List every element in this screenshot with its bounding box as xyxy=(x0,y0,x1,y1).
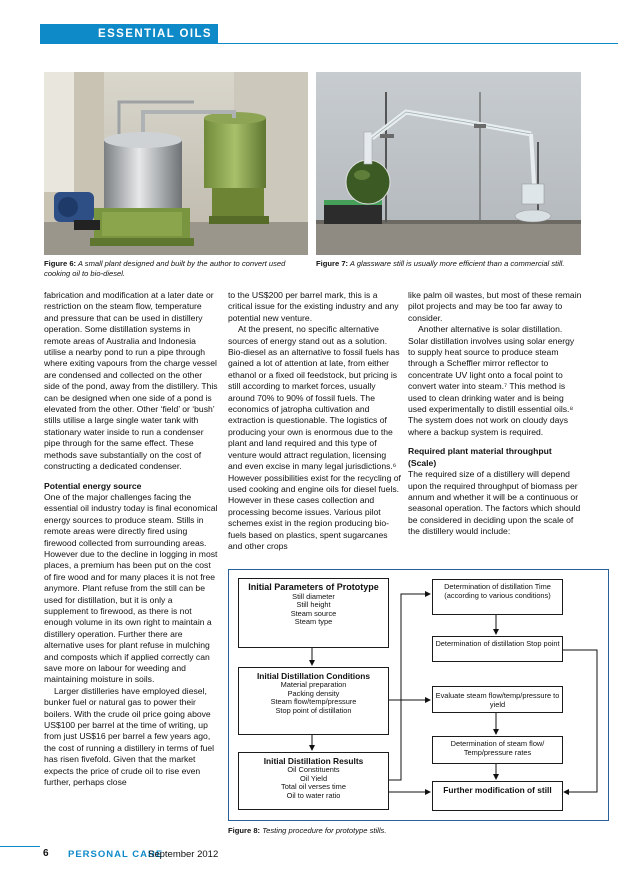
magazine-name: PERSONAL CARE xyxy=(68,849,164,860)
column-2 xyxy=(228,290,402,552)
heading-required-throughput: Required plant material throughput (Scale) xyxy=(408,446,552,468)
figure-6-photo xyxy=(44,72,308,255)
box-initial-conditions-item: Stop point of distillation xyxy=(275,705,352,715)
col3-para-2: Another alternative is solar distillation. Solar distillation involves using solar energy to supply heat source to produce steam through a Scheffler mirror reflector to concentrate UV light onto a focal point to convert water into steam.⁷ This method is used to clean drinking water and is being used experimentally to distill essential oils.⁸ The system does not work on cloudy days where a backup system is required. xyxy=(408,324,575,437)
box-initial-results-item: Oil to water ratio xyxy=(286,790,341,800)
box-evaluate-steam xyxy=(432,686,563,713)
box-initial-conditions xyxy=(238,667,389,735)
box-initial-parameters-item: Still diameter xyxy=(292,591,335,601)
box-initial-results xyxy=(238,752,389,810)
box-initial-conditions-item: Steam flow/temp/pressure xyxy=(270,697,357,707)
box-evaluate-steam-text: Evaluate steam flow/temp/pressure to yield xyxy=(435,691,560,709)
box-determination-stop-text: Determination of distillation Stop point xyxy=(435,639,560,648)
issue-date: September 2012 xyxy=(148,849,219,860)
box-determination-stop xyxy=(432,636,563,662)
box-steam-rates xyxy=(432,736,563,764)
box-initial-results-item: Oil Yield xyxy=(299,773,328,783)
col1-para-1: fabrication and modification at a later date or restriction on the steam flow, temperature and pressure that can be used in distillery operation. Some distillation systems in remote areas of Australia and Indonesia utilise a nearby pond to run a pipe through where exiting vapours from the charge vessel are condensed and collected on the other side of the pond, away from the distillery. This can be designed when one side of a pond is elevated from the other. Other ‘field’ or ‘bush’ stills utilise a large single water tank with stationary water inside to run a condenser pipe through for the same effect. These methods save substantially on the cost of constructing a dedicated condenser. xyxy=(44,290,218,472)
box-initial-conditions-item: Material preparation xyxy=(280,680,347,689)
figure-7-text: A glassware still is usually more efficient than a commercial still. xyxy=(349,259,565,268)
box-further-modification-text: Further modification of still xyxy=(443,785,552,795)
figure-7-caption xyxy=(316,259,581,269)
header-rule xyxy=(218,43,618,44)
box-further-modification xyxy=(432,781,563,811)
col1-para-3: Larger distilleries have employed diesel, bunker fuel or natural gas to power their boilers. With the crude oil price going above US$100 per barrel at the time of writing, up from just US$16 per barrel a few years ago, the cost of running a distillery in terms of fuel has risen fivefold. Given that the market expects the price of crude oil to rise even further, perhaps close xyxy=(44,685,215,788)
col3-para-3: The required size of a distillery will depend upon the required throughput of biomass per annum and whether it will be a continuous or seasonal operation. The factors which should be considered in deciding upon the scale of the distillery would include: xyxy=(408,469,581,537)
figure-8-flowchart xyxy=(228,569,609,821)
section-header xyxy=(0,0,218,44)
figure-6-caption xyxy=(44,259,308,279)
heading-potential-energy: Potential energy source xyxy=(44,480,142,491)
figure-7-photo xyxy=(316,72,581,255)
figure-8-text: Testing procedure for prototype stills. xyxy=(262,826,387,835)
col2-para-1: to the US$200 per barrel mark, this is a critical issue for the existing industry and any potential new venture. xyxy=(228,290,399,323)
column-1 xyxy=(44,290,218,788)
page-number: 6 xyxy=(43,848,49,859)
box-initial-parameters-title: Initial Parameters of Prototype xyxy=(248,582,379,592)
column-3 xyxy=(408,290,582,538)
box-initial-parameters xyxy=(238,578,389,648)
figure-8-label: Figure 8: xyxy=(228,826,261,835)
col3-para-1: like palm oil wastes, but most of these remain pilot projects and may be too far away to consider. xyxy=(408,290,582,323)
figure-6-label: Figure 6: xyxy=(44,259,77,268)
page-footer xyxy=(0,840,627,872)
figure-6-text: A small plant designed and built by the author to convert used cooking oil to bio-diesel. xyxy=(44,259,286,278)
box-determination-time xyxy=(432,579,563,615)
section-title: ESSENTIAL OILS xyxy=(40,24,218,44)
figure-8-caption xyxy=(228,826,608,836)
col2-para-2: At the present, no specific alternative sources of energy stand out as a solution. Bio-diesel as an alternative to fossil fuels has gained a lot of attention at late, from either ethanol or a fixed oil feedstock, but pricing is still according to market forces, usually around 70% to 90% of fossil fuels. The economics of jatropha cultivation and extraction is questionable. The logistics of producing your own is enormous due to the plant and land required and this type of venture would attract regulation, licensing and even excise in many legal jurisdictions.⁶ However possibilities exist for the recycling of used cooking and engine oils for diesel fuels. However in these cases collection and processing become issues. Various pilot schemes exist in the region producing bio-fuels based on plastics, spent sugarcanes and other crops xyxy=(228,324,401,551)
footer-rule xyxy=(0,846,40,847)
box-initial-conditions-item: Packing density xyxy=(287,688,340,698)
box-initial-conditions-title: Initial Distillation Conditions xyxy=(256,671,371,681)
box-initial-parameters-item: Still height xyxy=(296,600,331,610)
box-initial-results-title: Initial Distillation Results xyxy=(263,756,364,766)
col1-para-2: One of the major challenges facing the essential oil industry today is final economical energy sources to produce steam. Stills in remote areas were directly fired using firewood collected from surrounding areas. However due to the decline in logging in most places, a premium has been put on the cost of fire wood and for many places it is not free anymore. Plant refuse from the still can be used for distillation, but it is only a supplement to firewood, as there is not enough volume in its own right to maintain a distillery operation. Further there are alternative uses for plant refuse in mulching and composts which if applied correctly can save more on labour for weeding and maintaining moisture in soils. xyxy=(44,491,218,685)
figure-7-label: Figure 7: xyxy=(316,259,349,268)
box-initial-parameters-item: Steam source xyxy=(290,608,337,618)
box-initial-parameters-item: Steam type xyxy=(294,617,333,627)
box-initial-results-item: Oil Constituents xyxy=(287,765,340,774)
box-determination-time-text: Determination of distillation Time (according to various conditions) xyxy=(444,582,551,600)
box-initial-results-item: Total oil verses time xyxy=(281,782,346,792)
box-steam-rates-text: Determination of steam flow/ Temp/pressure rates xyxy=(450,739,545,757)
